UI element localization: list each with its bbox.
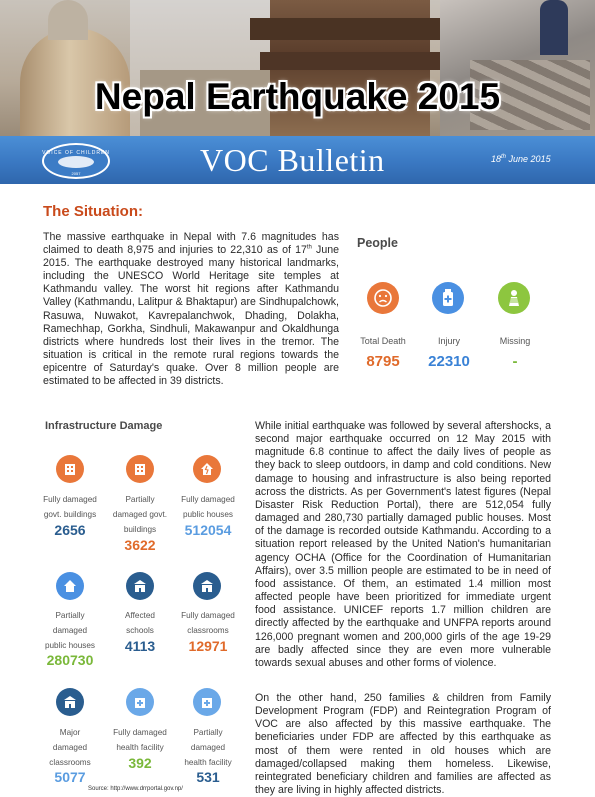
- infra-value: 531: [196, 769, 220, 785]
- infra-value: 3622: [124, 537, 156, 553]
- people-value-injury: 22310: [428, 353, 470, 370]
- missing-person-icon: [498, 282, 530, 314]
- infra-value: 392: [128, 755, 152, 771]
- bulletin-title: VOC Bulletin: [200, 142, 385, 178]
- page-title: Nepal Earthquake 2015: [94, 76, 501, 117]
- body-paragraph-2: On the other hand, 250 families & children from Family Development Program (FDP) and Reintegration Program of VOC are also affected by this massive earthquake. The beneficiaries under FDP are affected by this earthquake as most of them were rented in old houses which are damaged/collapsed making them homeless. Likewise, reintegrated beneficiary children and families are affected as they are living in highly affected districts.: [255, 692, 551, 797]
- people-label-injury: Injury: [437, 336, 460, 346]
- infra-label: Affected schools: [125, 611, 155, 635]
- school-icon: [126, 572, 154, 600]
- infra-label: Fully damaged health facility: [113, 728, 167, 752]
- medical-kit-icon: [432, 282, 464, 314]
- infra-label: Partially damaged public houses: [44, 611, 96, 650]
- building-icon: [126, 455, 154, 483]
- classroom-icon: [193, 572, 221, 600]
- infra-value: 2656: [54, 522, 86, 538]
- logo-text: VOICE OF CHILDREN: [42, 150, 110, 156]
- house-damage-icon: [193, 455, 221, 483]
- infra-value: 512054: [184, 522, 232, 538]
- house-icon: [56, 572, 84, 600]
- infra-label: Fully damaged classrooms: [181, 611, 235, 635]
- people-value-missing: -: [512, 353, 518, 370]
- infra-label: Fully damaged govt. buildings: [43, 495, 97, 519]
- people-label-death: Total Death: [360, 336, 406, 346]
- infra-label: Fully damaged public houses: [181, 495, 235, 519]
- bulletin-date: 18th June 2015: [491, 154, 551, 164]
- body-paragraph-1: While initial earthquake was followed by several aftershocks, a second major earthquake occurred on 12 May 2015 with magnitude 6.8 continue to affect the daily lives of people as they back to sleep outdoors, in damp and cold conditions. New damage to housing and infrastructure is also being reported across the districts. As per Government's latest figures (Nepal Disaster Risk Reduction Portal), there are 512,054 fully damaged and 280,730 partially damaged public houses. Most of the damage is recorded outside Kathmandu. According to a situation report released by the United Nation's humanitarian agency OCHA (Office for the Coordination of Humanitarian Affairs), over 3.5 million people are estimated to be in need of food assistance. Of them, an estimated 1.4 million most affected people have been prioritized for immediate urgent food assistance. UNICEF reports 1.7 million children are directly affected by the earthquake and UNFPA reports around 126,000 pregnant women and 200,000 girls of the age 19-29 are badly affected since they are even more vulnerable towards sexual abuses and other forms of violence.: [255, 420, 551, 669]
- infra-value: 5077: [54, 769, 86, 785]
- people-value-death: 8795: [366, 353, 400, 370]
- infra-label: Partially damaged govt. buildings: [112, 495, 168, 534]
- health-facility-icon: [126, 688, 154, 716]
- infra-value: 12971: [188, 638, 228, 654]
- infra-value: 4113: [124, 638, 156, 654]
- health-facility-icon: [193, 688, 221, 716]
- sad-face-icon: [367, 282, 399, 314]
- classroom-icon: [56, 688, 84, 716]
- infra-value: 280730: [46, 652, 94, 668]
- logo-year: 2057: [71, 171, 81, 176]
- situation-heading: The Situation:: [43, 203, 143, 220]
- people-label-missing: Missing: [499, 336, 531, 346]
- situation-text: The massive earthquake in Nepal with 7.6 magnitudes has claimed to death 8,975 and injuries to 22,310 as of 17th June 2015. The earthquake destroyed many historical landmarks, including the UNESCO World Heritage site temples at Kathmandu valley. The worst hit regions after Kathmandu Valley (Kathmandu, Lalitpur & Bhaktapur) are Sindhupalchowk, Rasuwa, Nuwakot, Kavrepalanchwok, Dhading, Dolakha, Ramechhap, Gorkha, Sindhuli, Makawanpur and Okaldhunga districts where hundreds lost their lives in the tremor. The situation is critical in the remote rural regions towards the epicentre of Saturday's quake. Over 8 million people are estimated to be affected in 39 districts.: [43, 231, 340, 388]
- building-icon: [56, 455, 84, 483]
- infrastructure-heading: Infrastructure Damage: [45, 420, 163, 432]
- infra-label: Partially damaged health facility: [184, 728, 232, 767]
- source-note: Source: http://www.drrportal.gov.np/: [88, 786, 183, 792]
- infra-label: Major damaged classrooms: [49, 728, 91, 767]
- people-heading: People: [357, 236, 398, 250]
